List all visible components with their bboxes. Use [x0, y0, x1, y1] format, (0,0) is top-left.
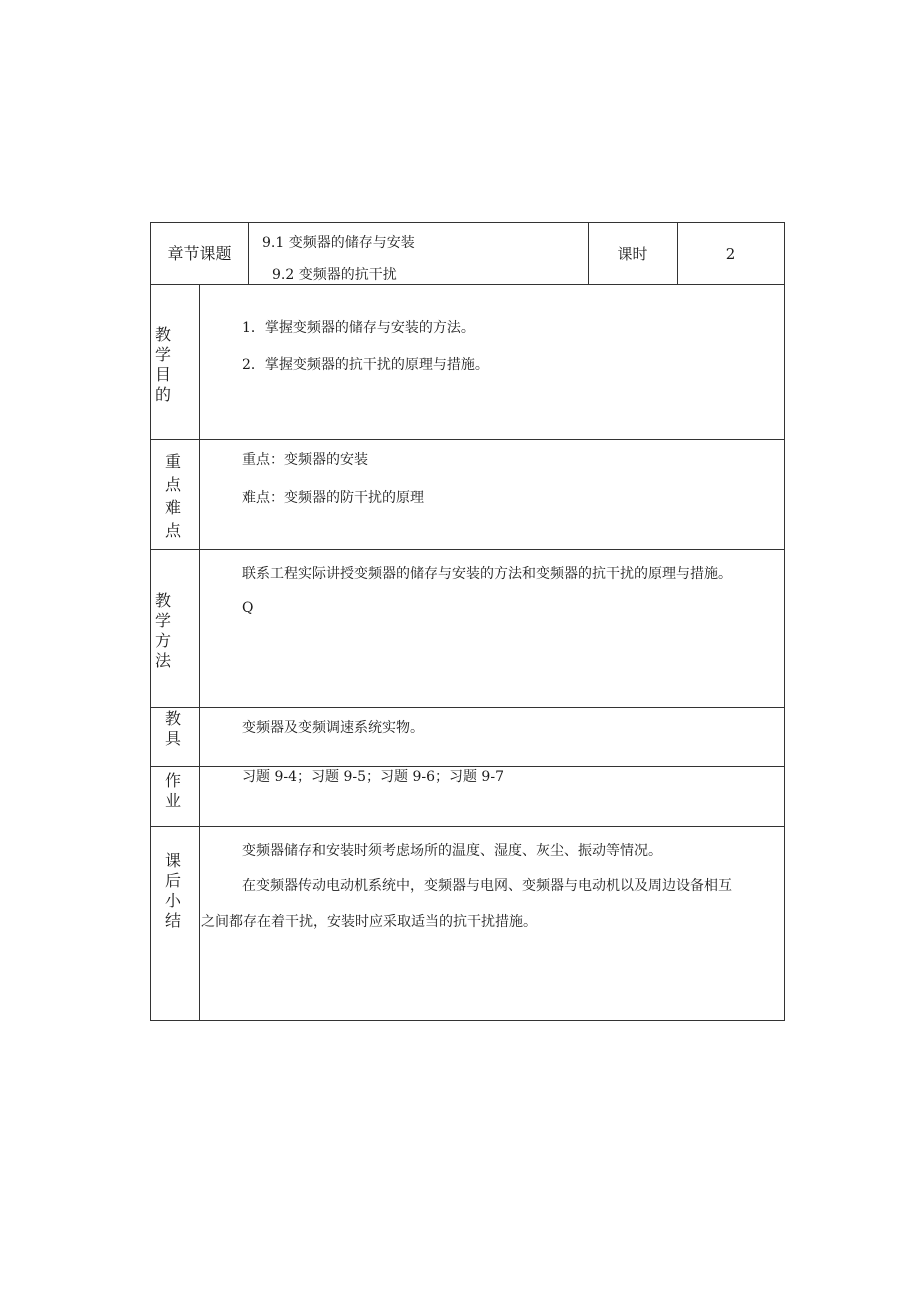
key-points-label: 重点难点 [165, 452, 182, 540]
objectives-label: 教学目的 [155, 325, 172, 404]
table-border-top [150, 222, 785, 223]
lesson-plan-table [150, 222, 785, 1021]
summary-para-2-line-1: 在变频器传动电动机系统中，变频器与电网、变频器与电动机以及周边设备相互 [242, 878, 732, 894]
objective-item-1: 1．掌握变频器的储存与安装的方法。 [242, 320, 475, 336]
chapter-label: 章节课题 [167, 244, 232, 263]
key-point: 重点：变频器的安装 [242, 452, 368, 468]
row-divider [150, 439, 785, 440]
row-divider [150, 766, 785, 767]
topic-line-2: 9.2 变频器的抗干扰 [272, 267, 397, 283]
difficult-point: 难点：变频器的防干扰的原理 [242, 490, 424, 506]
method-text: 联系工程实际讲授变频器的储存与安装的方法和变频器的抗干扰的原理与措施。 [242, 566, 732, 582]
hours-label: 课时 [617, 245, 648, 263]
method-extra: Q [242, 600, 254, 616]
homework-label: 作业 [165, 771, 182, 810]
method-label: 教学方法 [155, 591, 172, 670]
topic-line-1: 9.1 变频器的储存与安装 [262, 235, 415, 251]
homework-text: 习题 9-4；习题 9-5；习题 9-6；习题 9-7 [242, 769, 504, 785]
row-divider [150, 549, 785, 550]
row-divider [150, 826, 785, 827]
summary-label: 课后小结 [165, 851, 182, 930]
row-divider [150, 707, 785, 708]
table-border-bottom [150, 1020, 785, 1021]
objective-item-2: 2．掌握变频器的抗干扰的原理与措施。 [242, 357, 489, 373]
tools-label: 教具 [165, 709, 182, 748]
hours-value: 2 [725, 245, 736, 263]
tools-text: 变频器及变频调速系统实物。 [242, 720, 424, 736]
summary-para-1: 变频器储存和安装时须考虑场所的温度、湿度、灰尘、振动等情况。 [242, 843, 662, 859]
summary-para-2-line-2: 之间都存在着干扰，安装时应采取适当的抗干扰措施。 [201, 914, 537, 930]
col-divider [199, 284, 200, 1020]
row-divider [150, 284, 785, 285]
table-border-right [784, 222, 785, 1021]
table-border-left [150, 222, 151, 1021]
